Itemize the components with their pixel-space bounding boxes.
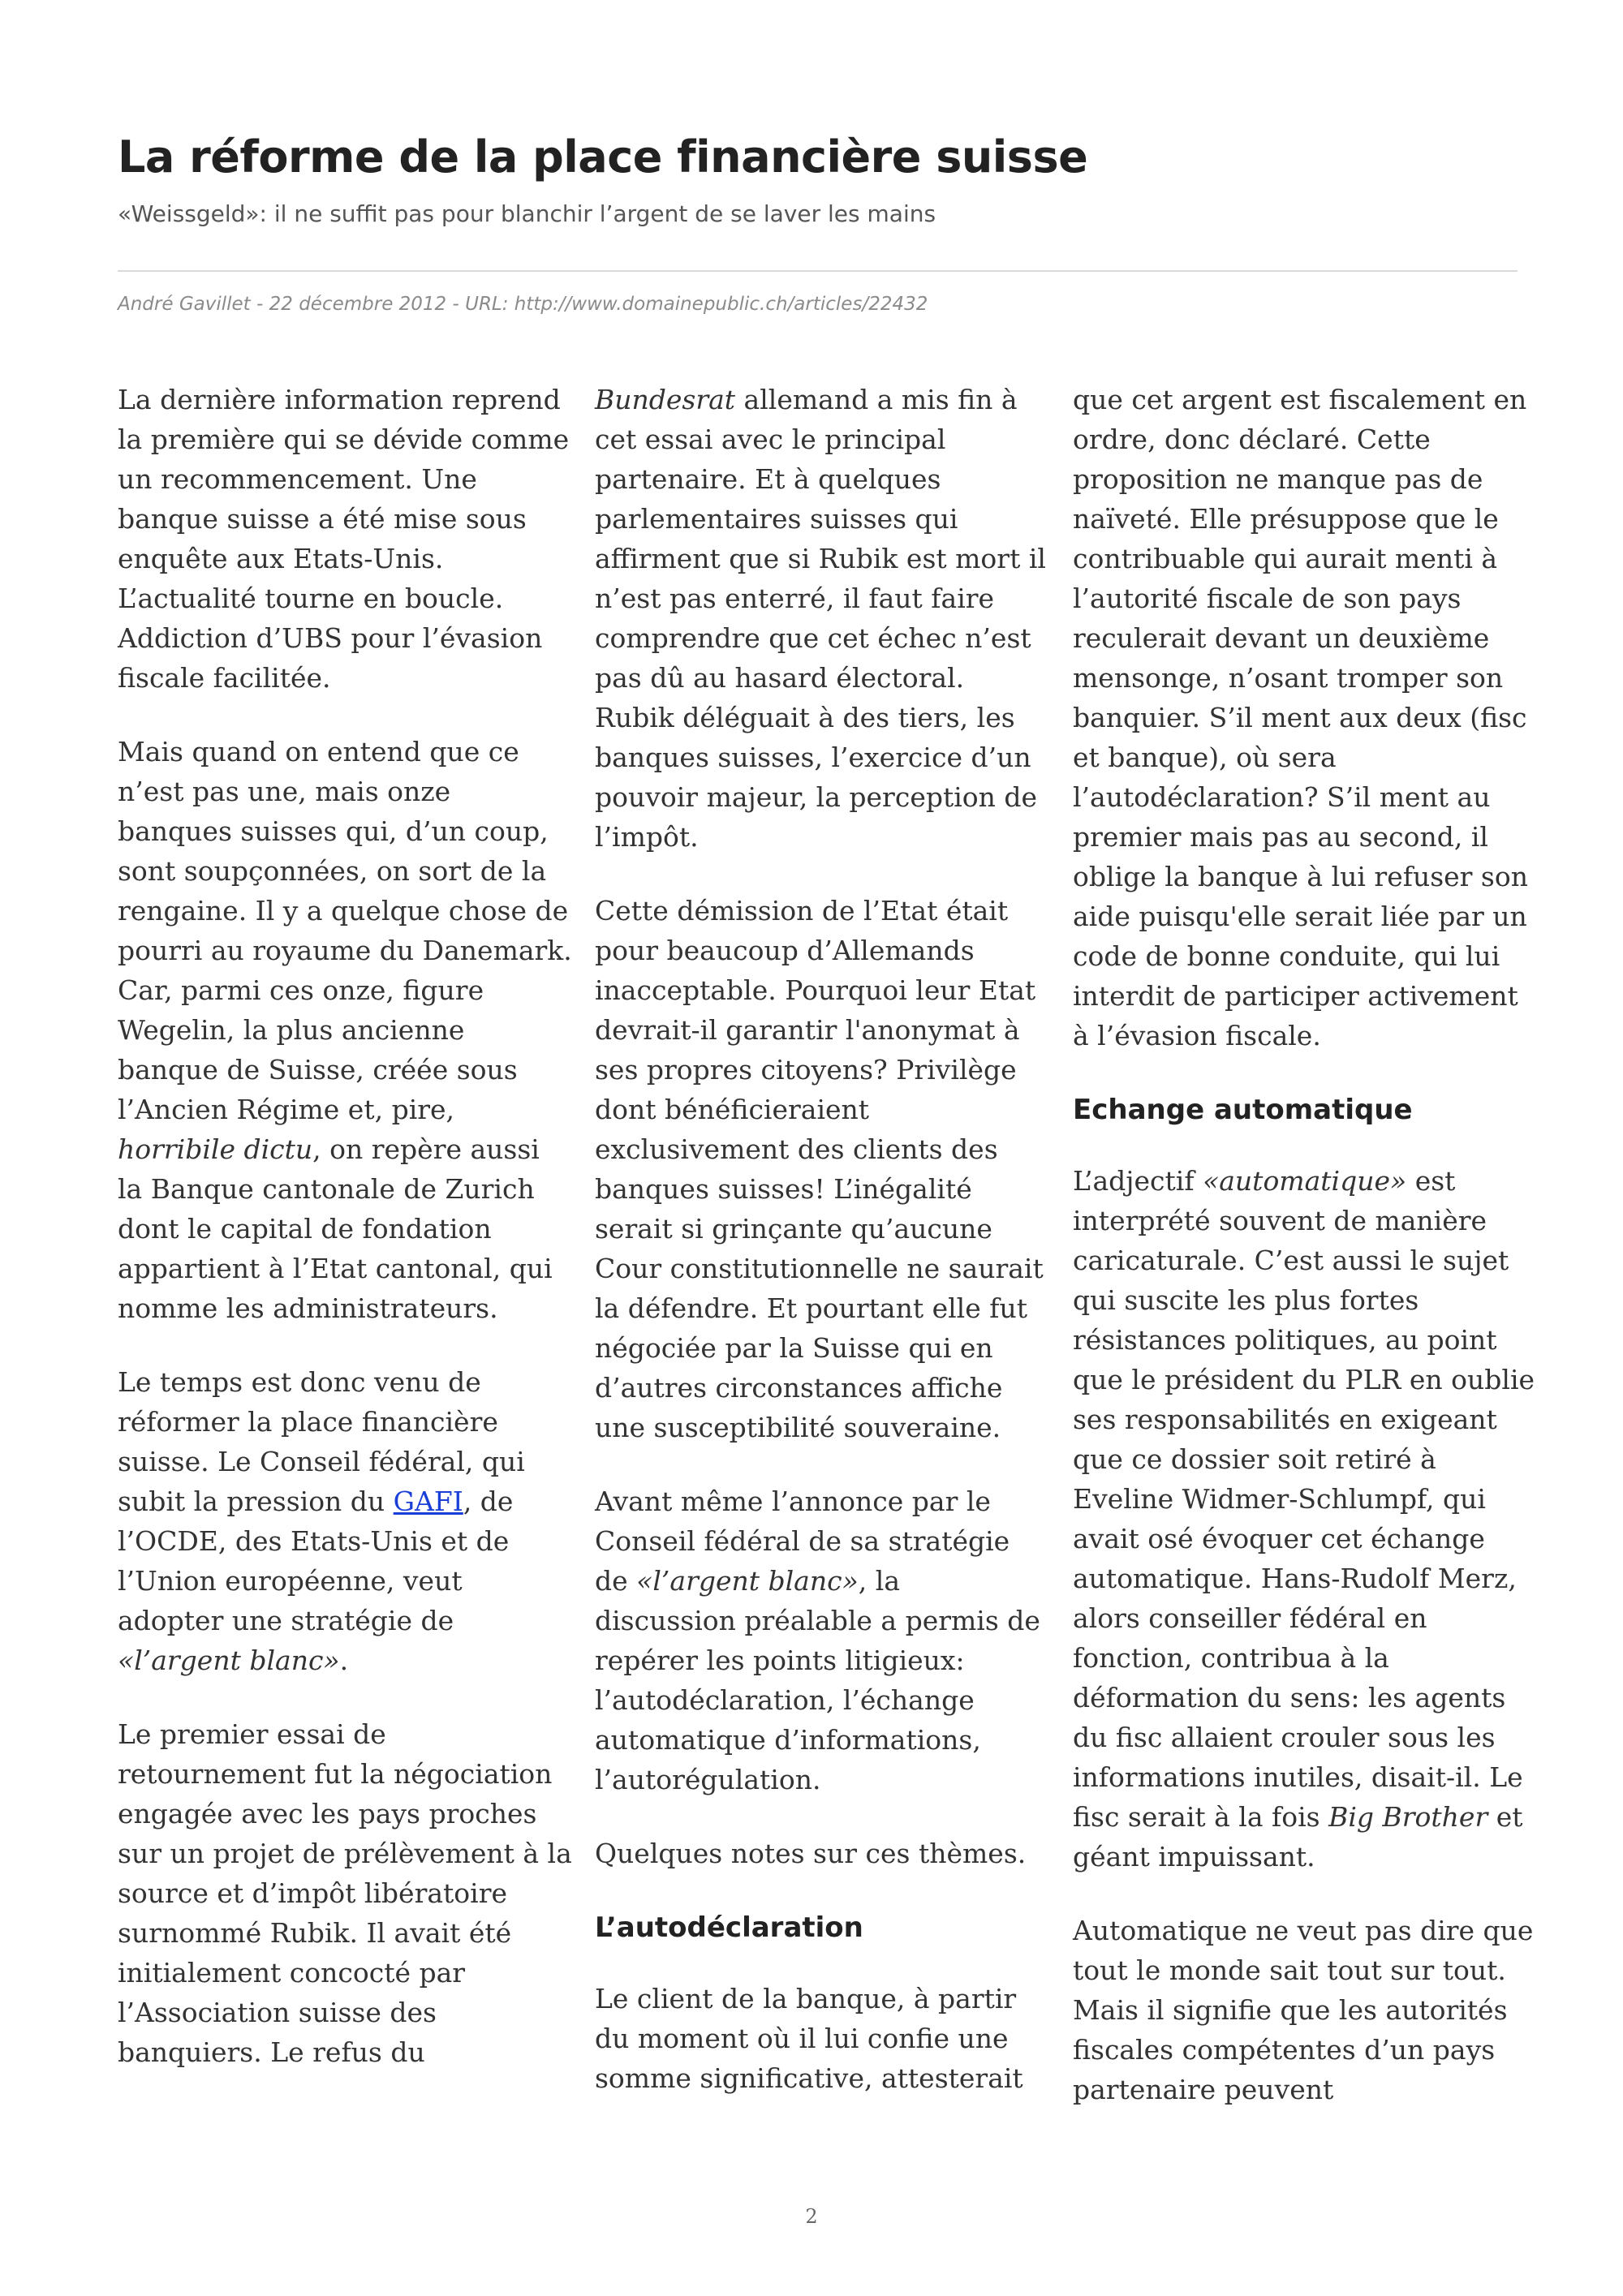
paragraph: Bundesrat allemand a mis fin à cet essai avec le principal partenaire. Et à quelques parlementaires suisses qui affirment que si Rubik est mort il n’est pas enterré, il faut faire comprendre que cet échec n’est pas dû au hasard électoral. Rubik déléguait à des tiers, les banques suisses, l’exercice d’un pouvoir majeur, la perception de l’impôt.: [595, 384, 1046, 853]
text-column-3: [1073, 380, 1539, 2143]
header-divider: [118, 270, 1518, 272]
text-column-1: [118, 380, 572, 2106]
paragraph: Avant même l’annonce par le Conseil fédéral de sa stratégie de «l’argent blanc», la discussion préalable a permis de repérer les points litigieux: l’autodéclaration, l’échange automatique d’informations, l’autorégulation.: [595, 1486, 1040, 1795]
page-number: 2: [805, 2205, 818, 2228]
article-title: La réforme de la place financière suisse: [118, 131, 1088, 183]
article-byline: André Gavillet - 22 décembre 2012 - URL: http://www.domainepublic.ch/articles/22432: [118, 294, 928, 315]
article-subtitle: «Weissgeld»: il ne suffit pas pour blanchir l’argent de se laver les mains: [118, 200, 936, 227]
quoted-term: «automatique»: [1203, 1165, 1407, 1197]
paragraph: L’adjectif «automatique» est interprété souvent de manière caricaturale. C’est aussi le sujet qui suscite les plus fortes résistances politiques, au point que le président du PLR en oublie ses responsabilités en exigeant que ce dossier soit retiré à Eveline Widmer-Schlumpf, qui avait osé évoquer cet échange automatique. Hans-Rudolf Merz, alors conseiller fédéral en fonction, contribua à la déformation du sens: les agents du fisc allaient crouler sous les informations inutiles, disait-il. Le fisc serait à la fois Big Brother et géant impuissant.: [1073, 1165, 1535, 1872]
latin-phrase: horribile dictu: [118, 1133, 313, 1165]
text-column-2: [595, 380, 1049, 2132]
paragraph: Cette démission de l’Etat était pour beaucoup d’Allemands inacceptable. Pourquoi leur Etat devrait-il garantir l'anonymat à ses propres citoyens? Privilège dont bénéficieraient exclusivement des clients des banques suisses! L’inégalité serait si grinçante qu’aucune Cour constitutionnelle ne saurait la défendre. Et pourtant elle fut négociée par la Suisse qui en d’autres circonstances affiche une susceptibilité souveraine.: [595, 895, 1044, 1443]
big-brother-term: Big Brother: [1328, 1801, 1488, 1833]
gafi-link[interactable]: GAFI: [393, 1486, 463, 1517]
foreign-term: Bundesrat: [595, 384, 736, 415]
paragraph: La dernière information reprend la première qui se dévide comme un recommencement. Une banque suisse a été mise sous enquête aux Etats-Unis. L’actualité tourne en boucle. Addiction d’UBS pour l’évasion fiscale facilitée.: [118, 384, 570, 694]
paragraph: que cet argent est fiscalement en ordre, donc déclaré. Cette proposition ne manque pas de naïveté. Elle présuppose que le contribuable qui aurait menti à l’autorité fiscale de son pays reculerait devant un deuxième mensonge, n’osant tromper son banquier. S’il ment aux deux (fisc et banque), où sera l’autodéclaration? S’il ment au premier mais pas au second, il oblige la banque à lui refuser son aide puisqu'elle serait liée par un code de bonne conduite, qui lui interdit de participer activement à l’évasion fiscale.: [1073, 384, 1528, 1051]
paragraph: Le client de la banque, à partir du moment où il lui confie une somme significative, attesterait: [595, 1983, 1023, 2094]
paragraph: Le temps est donc venu de réformer la place financière suisse. Le Conseil fédéral, qui subit la pression du GAFI, de l’OCDE, des Etats-Unis et de l’Union européenne, veut adopter une stratégie de «l’argent blanc».: [118, 1366, 525, 1676]
section-heading-autodeclaration: L’autodéclaration: [595, 1911, 863, 1944]
paragraph: Le premier essai de retournement fut la négociation engagée avec les pays proches sur un projet de prélèvement à la source et d’impôt libératoire surnommé Rubik. Il avait été initialement concocté par l’Association suisse des banquiers. Le refus du: [118, 1718, 572, 2068]
section-heading-echange-automatique: Echange automatique: [1073, 1094, 1413, 1126]
quoted-term: «l’argent blanc»: [636, 1565, 859, 1597]
paragraph: Quelques notes sur ces thèmes.: [595, 1838, 1027, 1869]
paragraph: Automatique ne veut pas dire que tout le monde sait tout sur tout. Mais il signifie que les autorités fiscales compétentes d’un pays partenaire peuvent: [1073, 1915, 1534, 2105]
paragraph: Mais quand on entend que ce n’est pas une, mais onze banques suisses qui, d’un coup, sont soupçonnées, on sort de la rengaine. Il y a quelque chose de pourri au royaume du Danemark. Car, parmi ces onze, figure Wegelin, la plus ancienne banque de Suisse, créée sous l’Ancien Régime et, pire, horribile dictu, on repère aussi la Banque cantonale de Zurich dont le capital de fondation appartient à l’Etat cantonal, qui nomme les administrateurs.: [118, 736, 572, 1324]
quoted-term: «l’argent blanc»: [118, 1645, 340, 1676]
